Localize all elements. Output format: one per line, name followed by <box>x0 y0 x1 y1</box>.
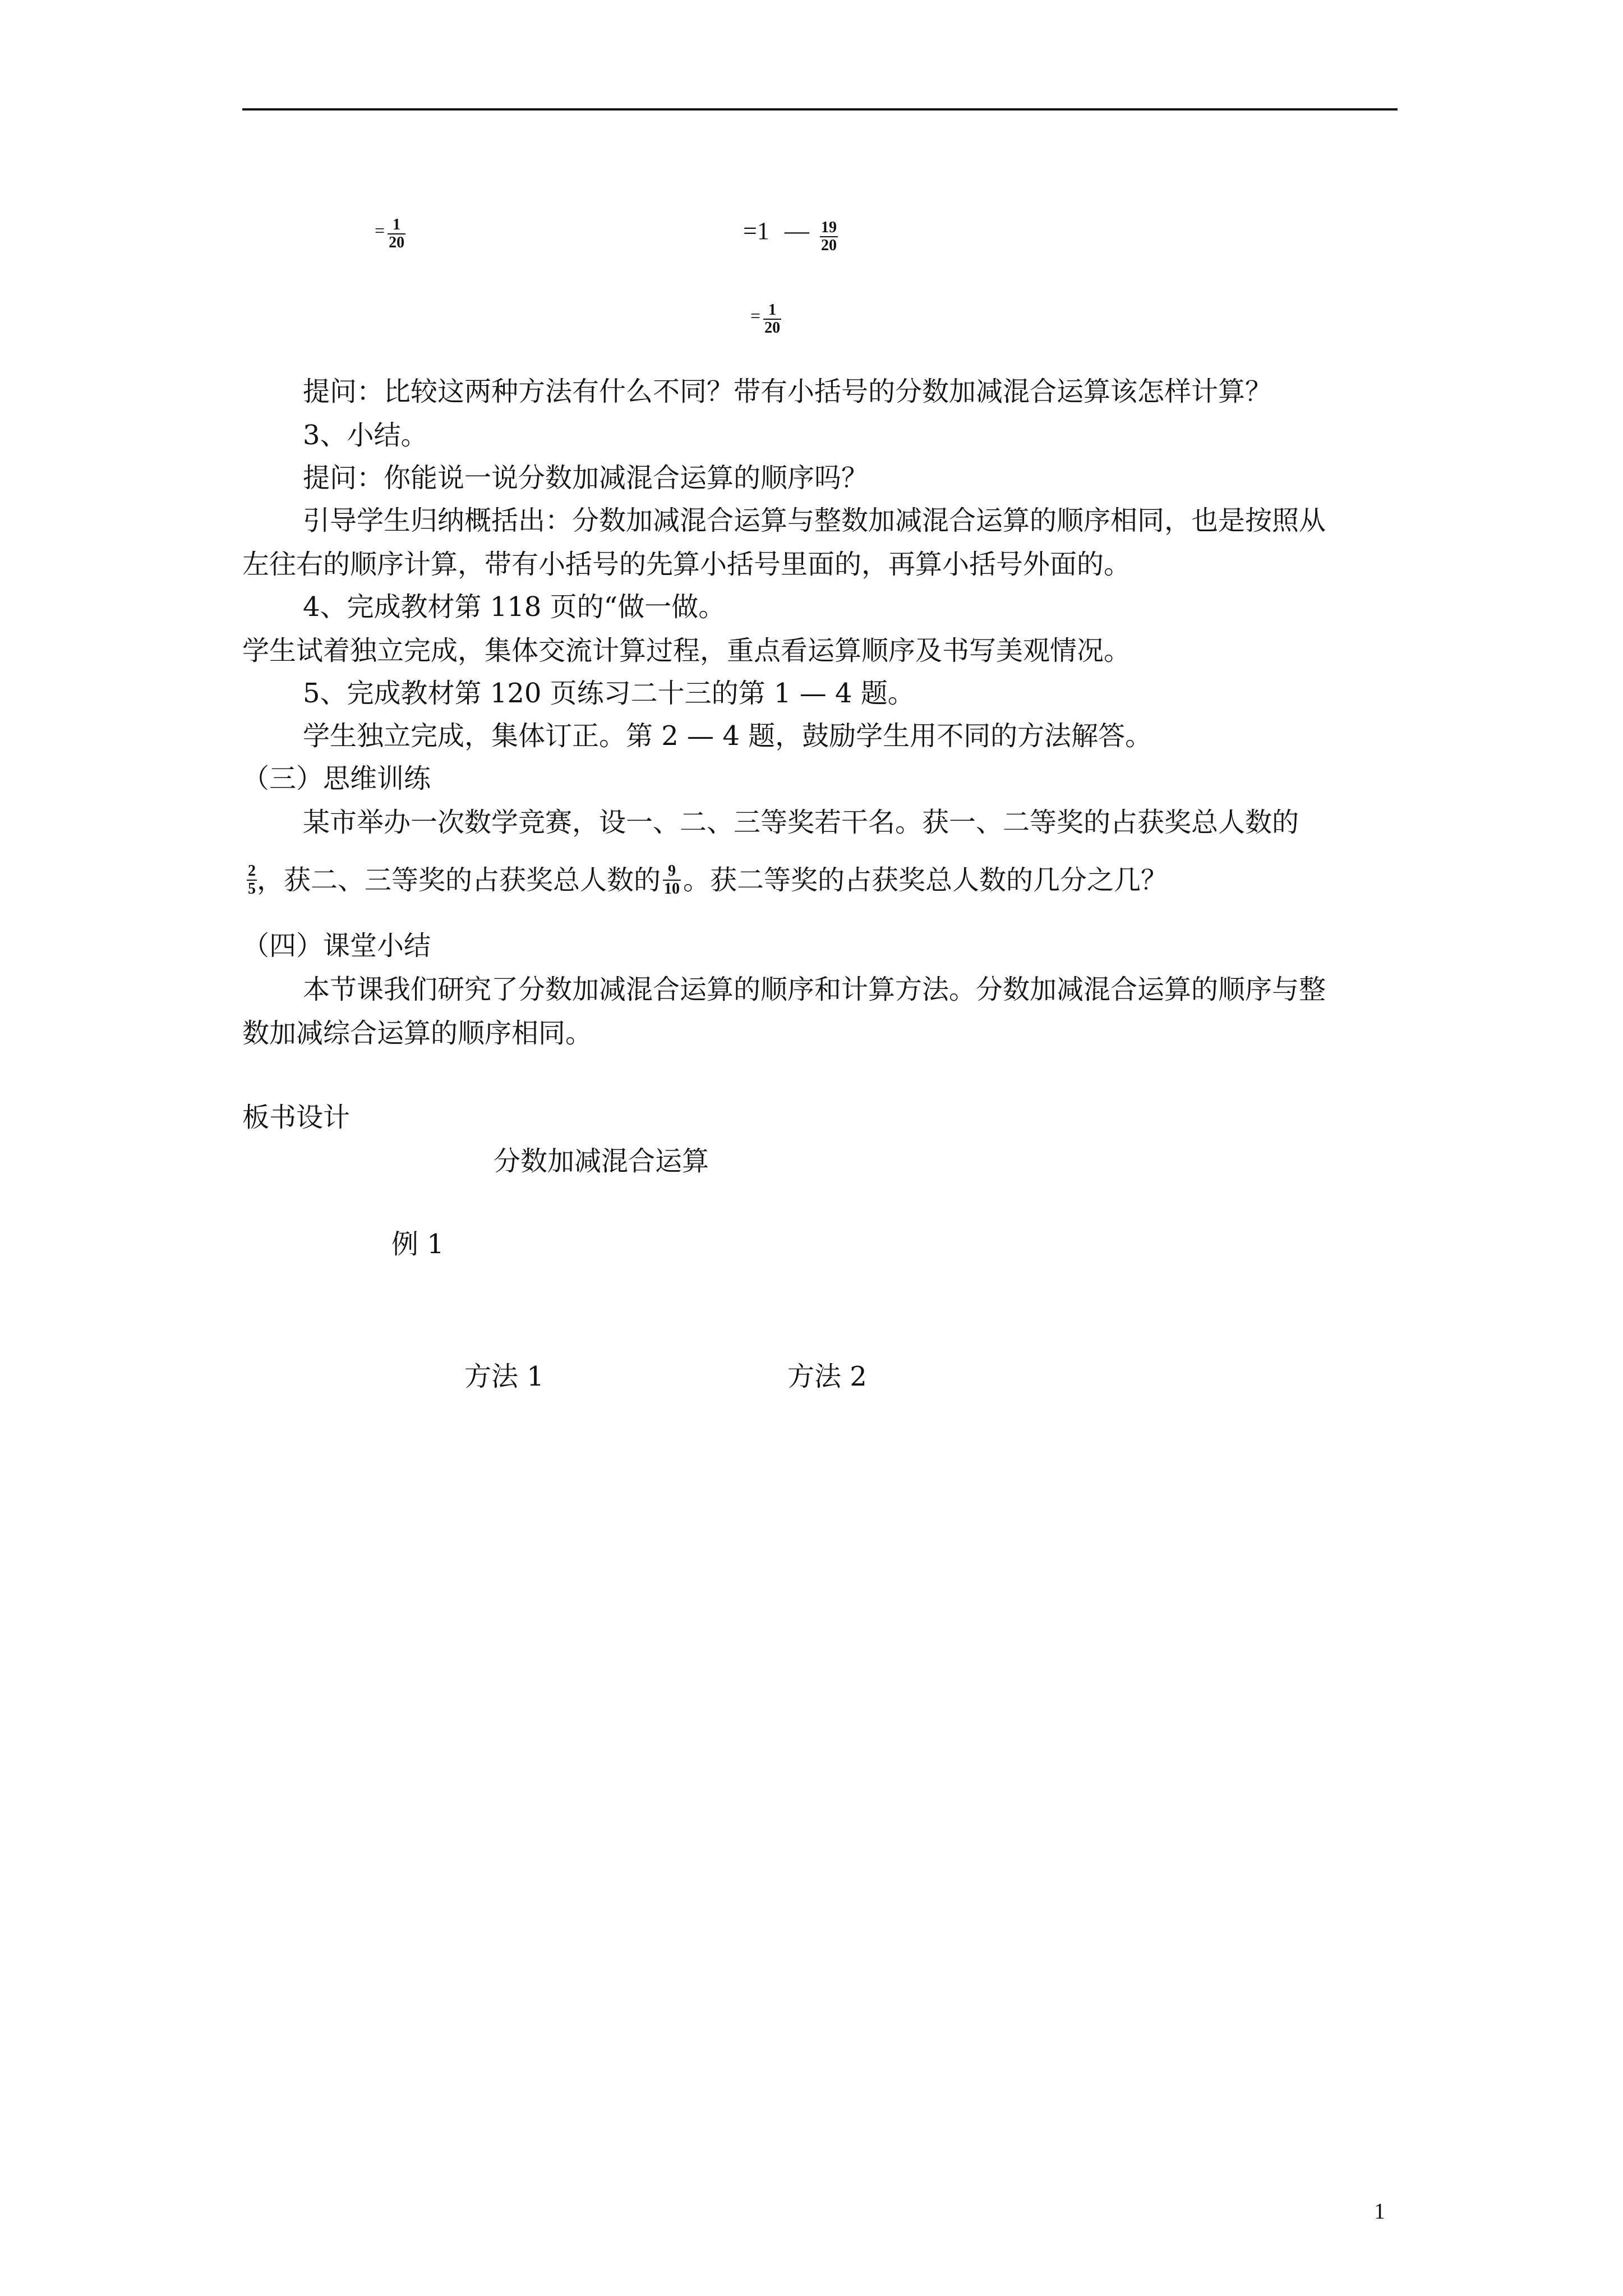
fraction-denominator: 5 <box>248 880 256 898</box>
fraction-denominator: 20 <box>821 236 837 254</box>
equals-sign: = <box>375 220 385 241</box>
question-order: 提问：你能说一说分数加减混合运算的顺序吗？ <box>303 462 869 494</box>
section-heading-summary: （四）课堂小结 <box>242 930 431 961</box>
board-method-1: 方法 1 <box>464 1361 544 1392</box>
item-5: 5、完成教材第 120 页练习二十三的第 1 — 4 题。 <box>303 678 915 709</box>
fraction-numerator: 1 <box>393 216 401 233</box>
problem-line-2 <box>247 863 1168 898</box>
board-example: 例 1 <box>391 1228 444 1260</box>
fraction-numerator: 9 <box>668 862 676 880</box>
fraction-numerator: 2 <box>248 862 256 880</box>
question-compare: 提问：比较这两种方法有什么不同？带有小括号的分数加减混合运算该怎样计算？ <box>303 376 1272 407</box>
right-equation-result <box>750 302 781 337</box>
right-equation <box>743 217 838 254</box>
item-4-note: 学生试着独立完成，集体交流计算过程，重点看运算顺序及书写美观情况。 <box>242 635 1131 666</box>
section-heading-thinking: （三）思维训练 <box>242 763 431 794</box>
item-5-note: 学生独立完成，集体订正。第 2 — 4 题，鼓励学生用不同的方法解答。 <box>303 720 1152 752</box>
equals-one: =1 <box>743 217 769 245</box>
page-number: 1 <box>1374 2198 1385 2224</box>
conclusion-line-1: 本节课我们研究了分数加减混合运算的顺序和计算方法。分数加减混合运算的顺序与整 <box>303 974 1326 1005</box>
guide-paragraph-line-2: 左往右的顺序计算，带有小括号的先算小括号里面的，再算小括号外面的。 <box>242 549 1131 580</box>
fraction <box>663 863 681 898</box>
board-method-2: 方法 2 <box>787 1361 867 1392</box>
board-title: 分数加减混合运算 <box>494 1145 709 1177</box>
fraction <box>247 863 257 898</box>
board-heading: 板书设计 <box>242 1102 351 1133</box>
summary-heading: 3、小结。 <box>303 420 428 451</box>
equals-sign: = <box>750 305 761 326</box>
fraction-denominator: 10 <box>664 880 680 898</box>
fraction <box>388 217 405 251</box>
minus-sign: — <box>784 217 809 245</box>
problem-text-end: 。获二等奖的占获奖总人数的几分之几？ <box>683 864 1168 896</box>
fraction-numerator: 19 <box>821 218 837 236</box>
fraction <box>820 219 838 254</box>
problem-line-1: 某市举办一次数学竞赛，设一、二、三等奖若干名。获一、二等奖的占获奖总人数的 <box>303 807 1299 838</box>
guide-paragraph-line-1: 引导学生归纳概括出：分数加减混合运算与整数加减混合运算的顺序相同，也是按照从 <box>303 505 1326 536</box>
left-equation <box>375 217 405 251</box>
header-rule <box>242 108 1398 111</box>
fraction <box>763 302 781 337</box>
fraction-denominator: 20 <box>389 234 405 251</box>
item-4: 4、完成教材第 118 页的“做一做。 <box>303 591 726 623</box>
fraction-numerator: 1 <box>768 301 777 319</box>
conclusion-line-2: 数加减综合运算的顺序相同。 <box>242 1018 593 1049</box>
fraction-denominator: 20 <box>764 319 781 337</box>
problem-text-middle: ，获二、三等奖的占获奖总人数的 <box>257 864 661 896</box>
